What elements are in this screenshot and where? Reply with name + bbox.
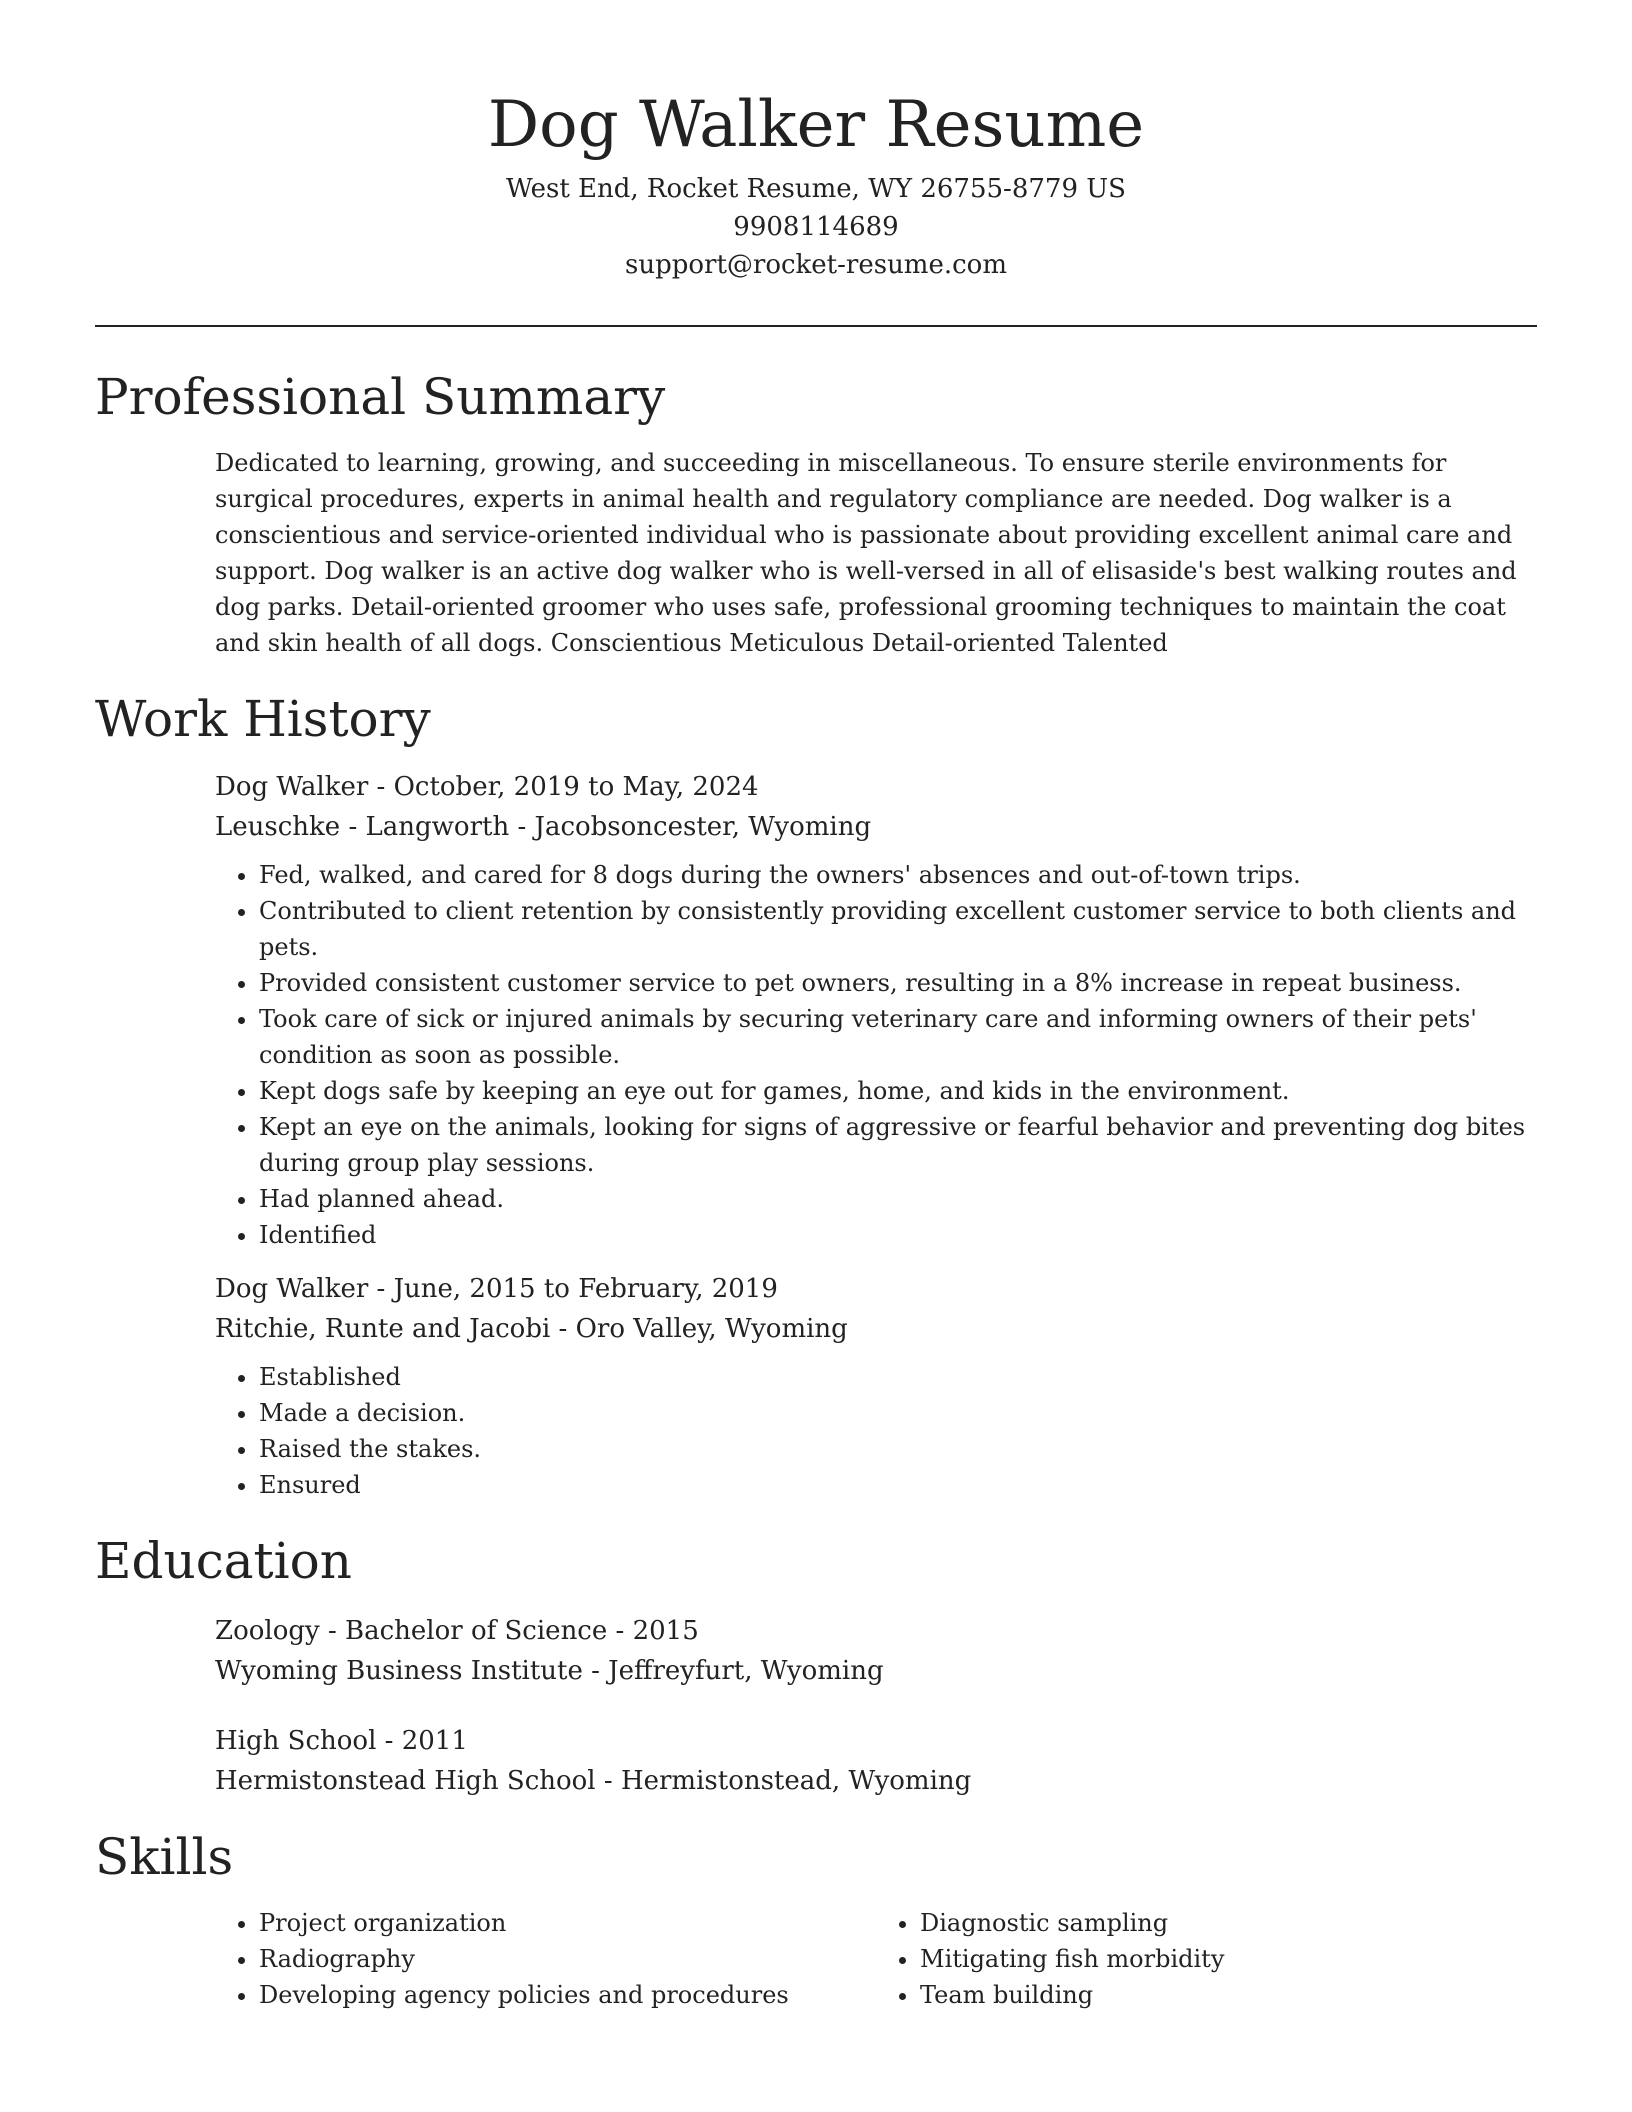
job-entry	[215, 1269, 1537, 1503]
email: support@rocket-resume.com	[624, 250, 1007, 280]
job-title-dates: Dog Walker - June, 2015 to February, 2019	[215, 1274, 778, 1304]
list-item: • Raised the stakes.	[259, 1431, 1537, 1467]
list-item: • Mitigating fish morbidity	[920, 1941, 1537, 1977]
job-entry	[215, 767, 1537, 1253]
list-item: • Contributed to client retention by consistently providing excellent customer service to both clients and pets.	[259, 893, 1537, 965]
summary-section	[95, 361, 1537, 661]
list-item: • Radiography	[259, 1941, 876, 1977]
phone: 9908114689	[733, 212, 899, 242]
school-location-text: - Hermistonstead, Wyoming	[595, 1766, 972, 1796]
summary-text: Dedicated to learning, growing, and succeeding in miscellaneous. To ensure sterile environments for surgical procedures, experts in animal health and regulatory compliance are needed. Dog walker is a conscientious and service-oriented individual who is passionate about providing excellent animal care and support. Dog walker is an active dog walker who is well-versed in all of elisaside's best walking routes and dog parks. Detail-oriented groomer who uses safe, professional grooming techniques to maintain the coat and skin health of all dogs. Conscientious Meticulous Detail-oriented Talented	[215, 449, 1517, 657]
education-section	[95, 1525, 1537, 1801]
job-company-location	[215, 1309, 1537, 1349]
list-item: • Had planned ahead.	[259, 1181, 1537, 1217]
degree-year: Zoology - Bachelor of Science - 2015	[215, 1616, 699, 1646]
list-item: • Fed, walked, and cared for 8 dogs during the owners' absences and out-of-town trips.	[259, 857, 1537, 893]
job-title-dates: Dog Walker - October, 2019 to May, 2024	[215, 772, 759, 802]
list-item: • Diagnostic sampling	[920, 1905, 1537, 1941]
school-location	[215, 1651, 1537, 1691]
company-name: Leuschke - Langworth	[215, 812, 510, 842]
education-entry	[215, 1721, 1537, 1801]
header-divider	[95, 325, 1537, 327]
resume-page	[95, 0, 1537, 2013]
list-item: • Team building	[920, 1977, 1537, 2013]
education-heading: Education	[95, 1532, 352, 1590]
list-item: • Developing agency policies and procedures	[259, 1977, 876, 2013]
work-history-heading: Work History	[95, 690, 431, 748]
school-name: Hermistonstead High School	[215, 1766, 596, 1796]
work-history-section	[95, 683, 1537, 1503]
list-item: • Project organization	[259, 1905, 876, 1941]
job-bullets	[215, 857, 1537, 1253]
list-item: • Provided consistent customer service to pet owners, resulting in a 8% increase in repeat business.	[259, 965, 1537, 1001]
skills-column-2	[876, 1905, 1537, 2013]
degree-year: High School - 2011	[215, 1726, 468, 1756]
resume-title: Dog Walker Resume	[487, 88, 1145, 162]
list-item: • Kept dogs safe by keeping an eye out for games, home, and kids in the environment.	[259, 1073, 1537, 1109]
school-location-text: - Jeffreyfurt, Wyoming	[582, 1656, 884, 1686]
school-location	[215, 1761, 1537, 1801]
school-name: Wyoming Business Institute	[215, 1656, 583, 1686]
company-name: Ritchie, Runte and Jacobi	[215, 1314, 551, 1344]
company-location: - Jacobsoncester, Wyoming	[509, 812, 872, 842]
skills-section	[95, 1821, 1537, 2013]
resume-header	[95, 0, 1537, 284]
company-location: - Oro Valley, Wyoming	[550, 1314, 848, 1344]
education-entry	[215, 1611, 1537, 1691]
list-item: • Established	[259, 1359, 1537, 1395]
job-company-location	[215, 807, 1537, 847]
list-item: • Ensured	[259, 1467, 1537, 1503]
list-item: • Kept an eye on the animals, looking for signs of aggressive or fearful behavior and preventing dog bites during group play sessions.	[259, 1109, 1537, 1181]
skills-heading: Skills	[95, 1828, 234, 1886]
list-item: • Took care of sick or injured animals by securing veterinary care and informing owners of their pets' condition as soon as possible.	[259, 1001, 1537, 1073]
address: West End, Rocket Resume, WY 26755-8779 US	[505, 174, 1126, 204]
list-item: • Made a decision.	[259, 1395, 1537, 1431]
job-bullets	[215, 1359, 1537, 1503]
list-item: • Identified	[259, 1217, 1537, 1253]
skills-column-1	[215, 1905, 876, 2013]
skills-grid	[215, 1905, 1537, 2013]
summary-heading: Professional Summary	[95, 368, 666, 426]
